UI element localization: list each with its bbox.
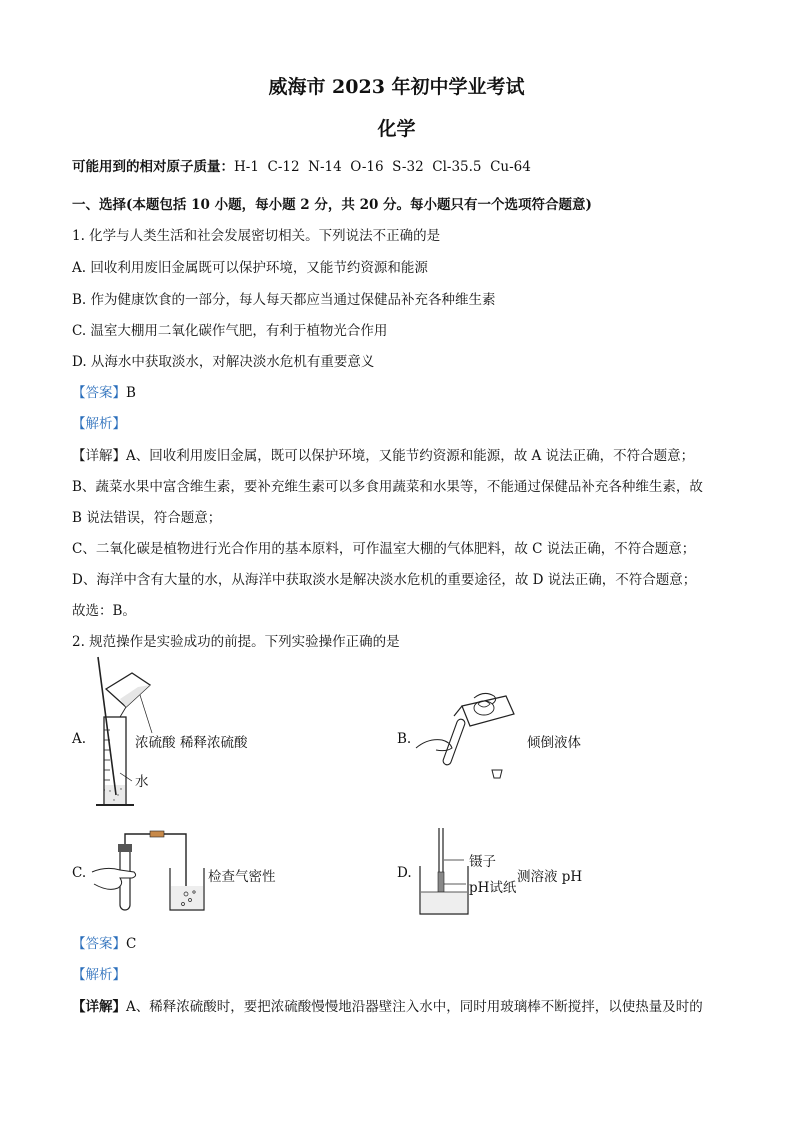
q1-detail-line-1 — [72, 444, 694, 464]
q2-option-d-letter: D. — [397, 865, 412, 881]
q2-option-a-caption: 稀释浓硫酸 — [180, 735, 248, 751]
detail-tag: 【详解】 — [72, 448, 126, 464]
label-ph-paper: pH试纸 — [469, 880, 517, 896]
q2-option-b-caption: 倾倒液体 — [527, 735, 581, 751]
q1-detail-line-6: 故选：B。 — [72, 603, 136, 619]
ph-test-figure — [414, 826, 474, 918]
detail-tag: 【详解】 — [72, 999, 126, 1015]
q1-option-d: D. 从海水中获取淡水，对解决淡水危机有重要意义 — [72, 354, 375, 370]
atomic-mass-label: 可能用到的相对原子质量： — [72, 159, 234, 175]
q2-stem: 2. 规范操作是实验成功的前提。下列实验操作正确的是 — [72, 634, 400, 650]
q2-option-c-letter: C. — [72, 865, 87, 881]
subject-title: 化学 — [377, 118, 416, 140]
answer-tag: 【答案】 — [72, 936, 126, 952]
section-heading: 一、选择(本题包括 10 小题，每小题 2 分，共 20 分。每小题只有一个选项符合题意) — [72, 197, 592, 213]
q2-detail-line-1 — [72, 995, 703, 1015]
q1-option-c: C. 温室大棚用二氧化碳作气肥，有利于植物光合作用 — [72, 323, 388, 339]
q2-analysis-tag: 【解析】 — [72, 967, 126, 983]
pour-liquid-figure — [414, 690, 524, 782]
q1-stem: 1. 化学与人类生活和社会发展密切相关。下列说法不正确的是 — [72, 228, 441, 244]
atomic-mass-line — [72, 155, 531, 175]
q1-detail-line-3: B 说法错误，符合题意； — [72, 510, 222, 526]
airtightness-check-figure — [90, 828, 210, 914]
q1-detail-line-2: B、蔬菜水果中富含维生素，要补充维生素可以多食用蔬菜和水果等，不能通过保健品补充各种维生素，故 — [72, 479, 703, 495]
label-concentrated-acid: 浓硫酸 — [135, 735, 176, 751]
q2-option-a-letter: A. — [72, 731, 87, 747]
q1-analysis-tag: 【解析】 — [72, 416, 126, 432]
label-water: 水 — [135, 774, 149, 790]
label-tweezers: 镊子 — [469, 854, 496, 870]
q1-detail-line-4: C、二氧化碳是植物进行光合作用的基本原料，可作温室大棚的气体肥料，故 C 说法正确，不符合题意； — [72, 541, 696, 557]
q2-option-b-letter: B. — [397, 731, 412, 747]
q1-detail-line-5: D、海洋中含有大量的水，从海洋中获取淡水是解决淡水危机的重要途径，故 D 说法正确，不符合题意； — [72, 572, 697, 588]
q2-option-c-caption: 检查气密性 — [208, 869, 276, 885]
answer-value: B — [126, 385, 136, 401]
atomic-mass-values: H-1 C-12 N-14 O-16 S-32 Cl-35.5 Cu-64 — [234, 159, 531, 175]
q2-answer — [72, 932, 136, 952]
q2-option-d-caption: 测溶液 pH — [517, 869, 583, 885]
q1-option-b: B. 作为健康饮食的一部分，每人每天都应当通过保健品补充各种维生素 — [72, 292, 496, 308]
detail-text: A、稀释浓硫酸时，要把浓硫酸慢慢地沿器壁注入水中，同时用玻璃棒不断搅拌，以使热量及时的 — [126, 999, 703, 1015]
q1-answer — [72, 381, 136, 401]
page-title: 威海市 2023 年初中学业考试 — [268, 76, 525, 98]
q1-option-a: A. 回收利用废旧金属既可以保护环境，又能节约资源和能源 — [72, 260, 428, 276]
detail-text: A、回收利用废旧金属，既可以保护环境，又能节约资源和能源，故 A 说法正确，不符合题意； — [126, 448, 695, 464]
answer-value: C — [126, 936, 137, 952]
answer-tag: 【答案】 — [72, 385, 126, 401]
